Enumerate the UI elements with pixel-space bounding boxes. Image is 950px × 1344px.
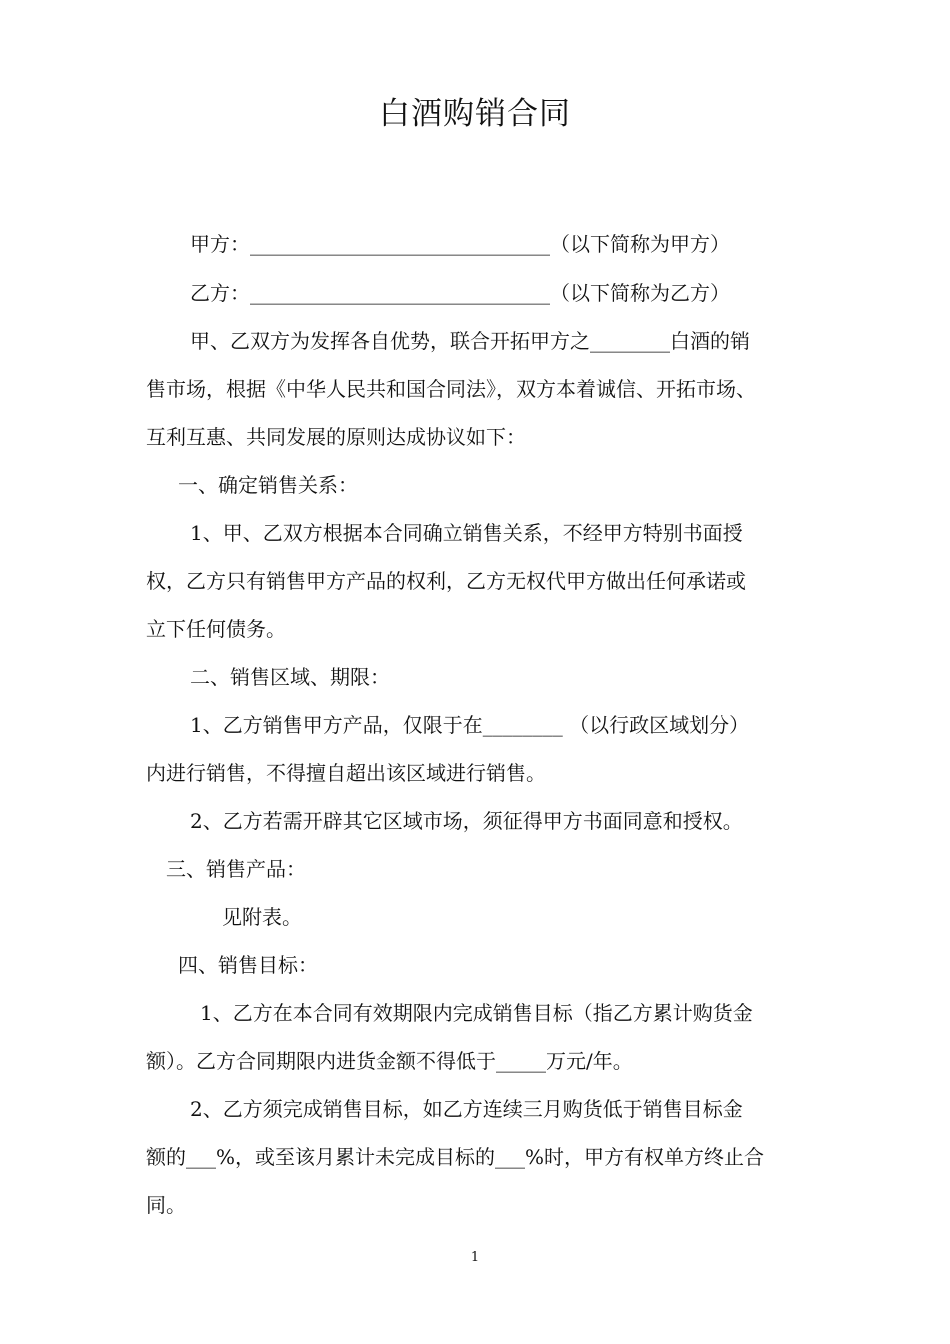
clause-line: 内进行销售，不得擅自超出该区域进行销售。 xyxy=(146,761,546,785)
clause-line: 额的___%，或至该月累计未完成目标的___%时，甲方有权单方终止合 xyxy=(146,1145,765,1169)
clause-line: 额）。乙方合同期限内进货金额不得低于_____万元/年。 xyxy=(146,1049,633,1073)
clause-line: 2、乙方若需开辟其它区域市场，须征得甲方书面同意和授权。 xyxy=(190,809,743,833)
section-heading: 四、销售目标： xyxy=(178,953,318,977)
section-heading: 二、销售区域、期限： xyxy=(190,665,390,689)
intro-paragraph-line: 甲、乙双方为发挥各自优势，联合开拓甲方之________白酒的销 xyxy=(190,329,750,353)
intro-paragraph-line: 互利互惠、共同发展的原则达成协议如下： xyxy=(146,425,526,449)
clause-line: 同。 xyxy=(146,1193,186,1217)
clause-line: 1、甲、乙双方根据本合同确立销售关系，不经甲方特别书面授 xyxy=(190,521,743,545)
clause-line: 见附表。 xyxy=(222,905,302,929)
document-title: 白酒购销合同 xyxy=(379,96,571,132)
intro-paragraph-line: 售市场，根据《中华人民共和国合同法》，双方本着诚信、开拓市场、 xyxy=(146,377,756,401)
clause-line: 1、乙方销售甲方产品，仅限于在________ （以行政区域划分） xyxy=(190,713,750,737)
clause-line: 2、乙方须完成销售目标，如乙方连续三月购货低于销售目标金 xyxy=(190,1097,743,1121)
clause-line: 权，乙方只有销售甲方产品的权利，乙方无权代甲方做出任何承诺或 xyxy=(146,569,746,593)
party-a-line: 甲方：______________________________（以下简称为甲方） xyxy=(190,232,730,256)
section-heading: 三、销售产品： xyxy=(166,857,306,881)
section-heading: 一、确定销售关系： xyxy=(178,473,358,497)
party-b-line: 乙方：______________________________（以下简称为乙方） xyxy=(190,281,730,305)
clause-line: 立下任何债务。 xyxy=(146,617,286,641)
page-number: 1 xyxy=(470,1250,480,1265)
clause-line: 1、乙方在本合同有效期限内完成销售目标（指乙方累计购货金 xyxy=(200,1001,753,1025)
